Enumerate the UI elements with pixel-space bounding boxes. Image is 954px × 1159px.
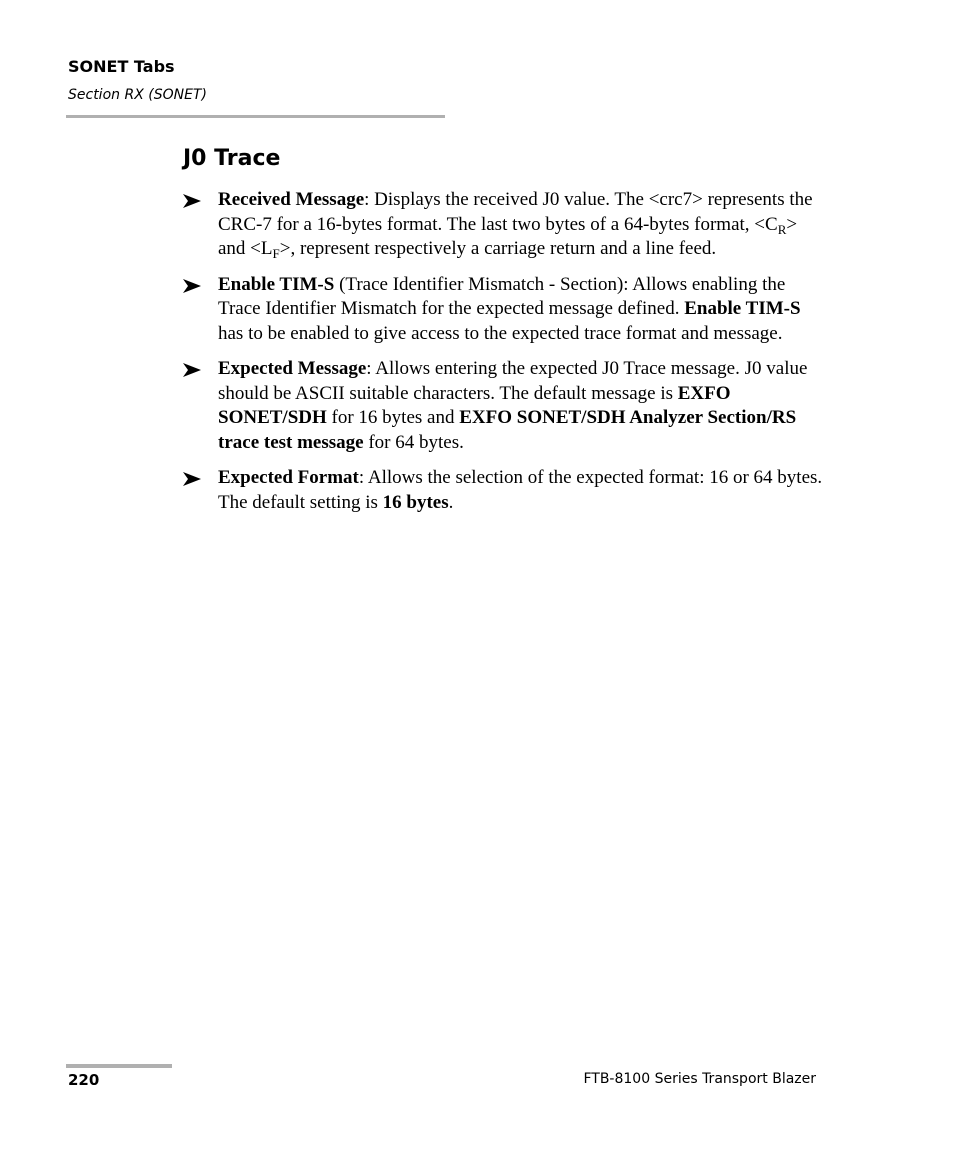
- default-value: 16 bytes: [382, 491, 449, 513]
- document-title: FTB-8100 Series Transport Blazer: [583, 1071, 816, 1087]
- description-text: >, represent respectively a carriage return and a line feed.: [279, 238, 717, 259]
- section-subtitle: Section RX (SONET): [68, 87, 207, 103]
- list-item-expected-message: [183, 357, 823, 455]
- term-label: Expected Format: [218, 467, 359, 488]
- default-value: EXFO SONET/SDH Analyzer Section/RS trace test message: [218, 407, 797, 453]
- description-text: for 16 bytes and: [326, 407, 460, 428]
- description-text: : Allows the selection of the expected format: 16 or 64 bytes. The default setting is: [218, 467, 823, 513]
- arrow-bullet-icon: [183, 362, 201, 378]
- subscript: F: [272, 246, 280, 261]
- arrow-bullet-icon: [183, 193, 201, 209]
- default-value: EXFO SONET/SDH: [218, 382, 731, 428]
- term-label: Received Message: [218, 189, 365, 210]
- list-item-expected-format: [183, 466, 823, 515]
- description-text: .: [448, 491, 454, 513]
- section-heading: J0 Trace: [183, 146, 281, 171]
- description-text: : Displays the received J0 value. The <crc7> represents the CRC-7 for a 16-bytes format. The last two bytes of a 64-bytes format, <C: [218, 189, 813, 235]
- arrow-bullet-icon: [183, 278, 201, 294]
- term-label: Enable TIM-S: [218, 273, 335, 295]
- description-text: > and <L: [218, 213, 798, 259]
- bullet-list: [183, 188, 823, 526]
- chapter-title: SONET Tabs: [68, 57, 175, 76]
- description-text: : Allows entering the expected J0 Trace message. J0 value should be ASCII suitable characters. The default message is: [218, 358, 808, 404]
- term-label: Enable TIM-S: [684, 298, 801, 319]
- arrow-bullet-icon: [183, 471, 201, 487]
- list-item-received-message: [183, 188, 823, 262]
- subscript: R: [777, 221, 787, 237]
- description-text: for 64 bytes.: [363, 431, 464, 453]
- list-item-enable-tim-s: [183, 273, 823, 347]
- footer-divider: [66, 1064, 172, 1068]
- page-number: 220: [68, 1071, 100, 1089]
- description-text: has to be enabled to give access to the expected trace format and message.: [218, 322, 783, 344]
- term-label: Expected Message: [218, 358, 367, 379]
- description-text: (Trace Identifier Mismatch - Section): Allows enabling the Trace Identifier Mismatch for the expected message defined.: [218, 273, 786, 319]
- header-divider: [66, 115, 445, 118]
